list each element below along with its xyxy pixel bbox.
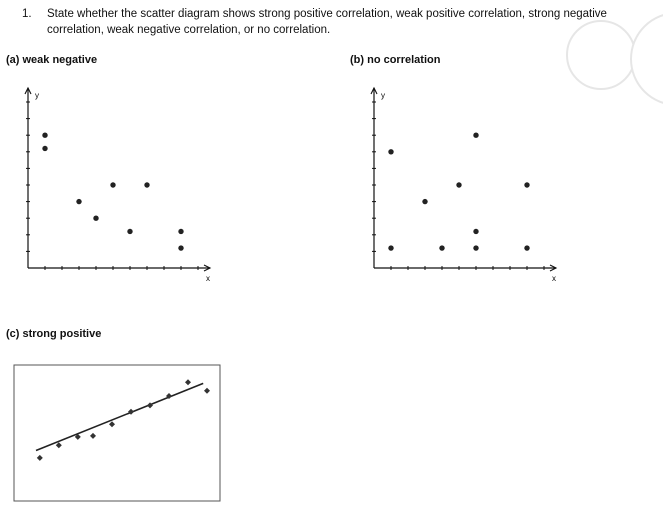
plot-a-y-label: y [35, 91, 39, 100]
plot-c-point [185, 379, 191, 385]
plot-b-x-label: x [552, 274, 556, 283]
plot-b-point [473, 133, 478, 138]
part-b-label: (b) no correlation [350, 54, 441, 66]
plot-c-point [56, 442, 62, 448]
plot-c-point [37, 455, 43, 461]
plot-a-point [110, 182, 115, 187]
plot-b-point [439, 245, 444, 250]
plot-c-point [90, 433, 96, 439]
plot-c-trend-line [36, 383, 203, 450]
plot-a-point [178, 229, 183, 234]
plot-b-y-label: y [381, 91, 385, 100]
plot-c-frame [14, 365, 220, 501]
plot-b-point [456, 182, 461, 187]
plot-b-point [473, 229, 478, 234]
plot-a-x-label: x [206, 274, 210, 283]
plot-b-point [524, 182, 529, 187]
plot-b-point [422, 199, 427, 204]
part-a-label: (a) weak negative [6, 54, 98, 66]
plot-a-point [42, 146, 47, 151]
plot-b-point [388, 245, 393, 250]
plot-c-point [109, 421, 115, 427]
plot-a-point [93, 216, 98, 221]
plot-b-point [524, 245, 529, 250]
question-number: 1. [22, 8, 32, 20]
plot-a-point [144, 182, 149, 187]
plot-a-point [42, 133, 47, 138]
plot-a-point [127, 229, 132, 234]
plot-a-point [76, 199, 81, 204]
question-text: State whether the scatter diagram shows strong positive correlation, weak positive correlation, strong negative correlation, weak negative correlation, or no correlation. [47, 8, 607, 36]
plot-a-point [178, 245, 183, 250]
plot-c-point [204, 388, 210, 394]
plot-b-point [473, 245, 478, 250]
part-c-label: (c) strong positive [6, 328, 102, 340]
plot-b-point [388, 149, 393, 154]
